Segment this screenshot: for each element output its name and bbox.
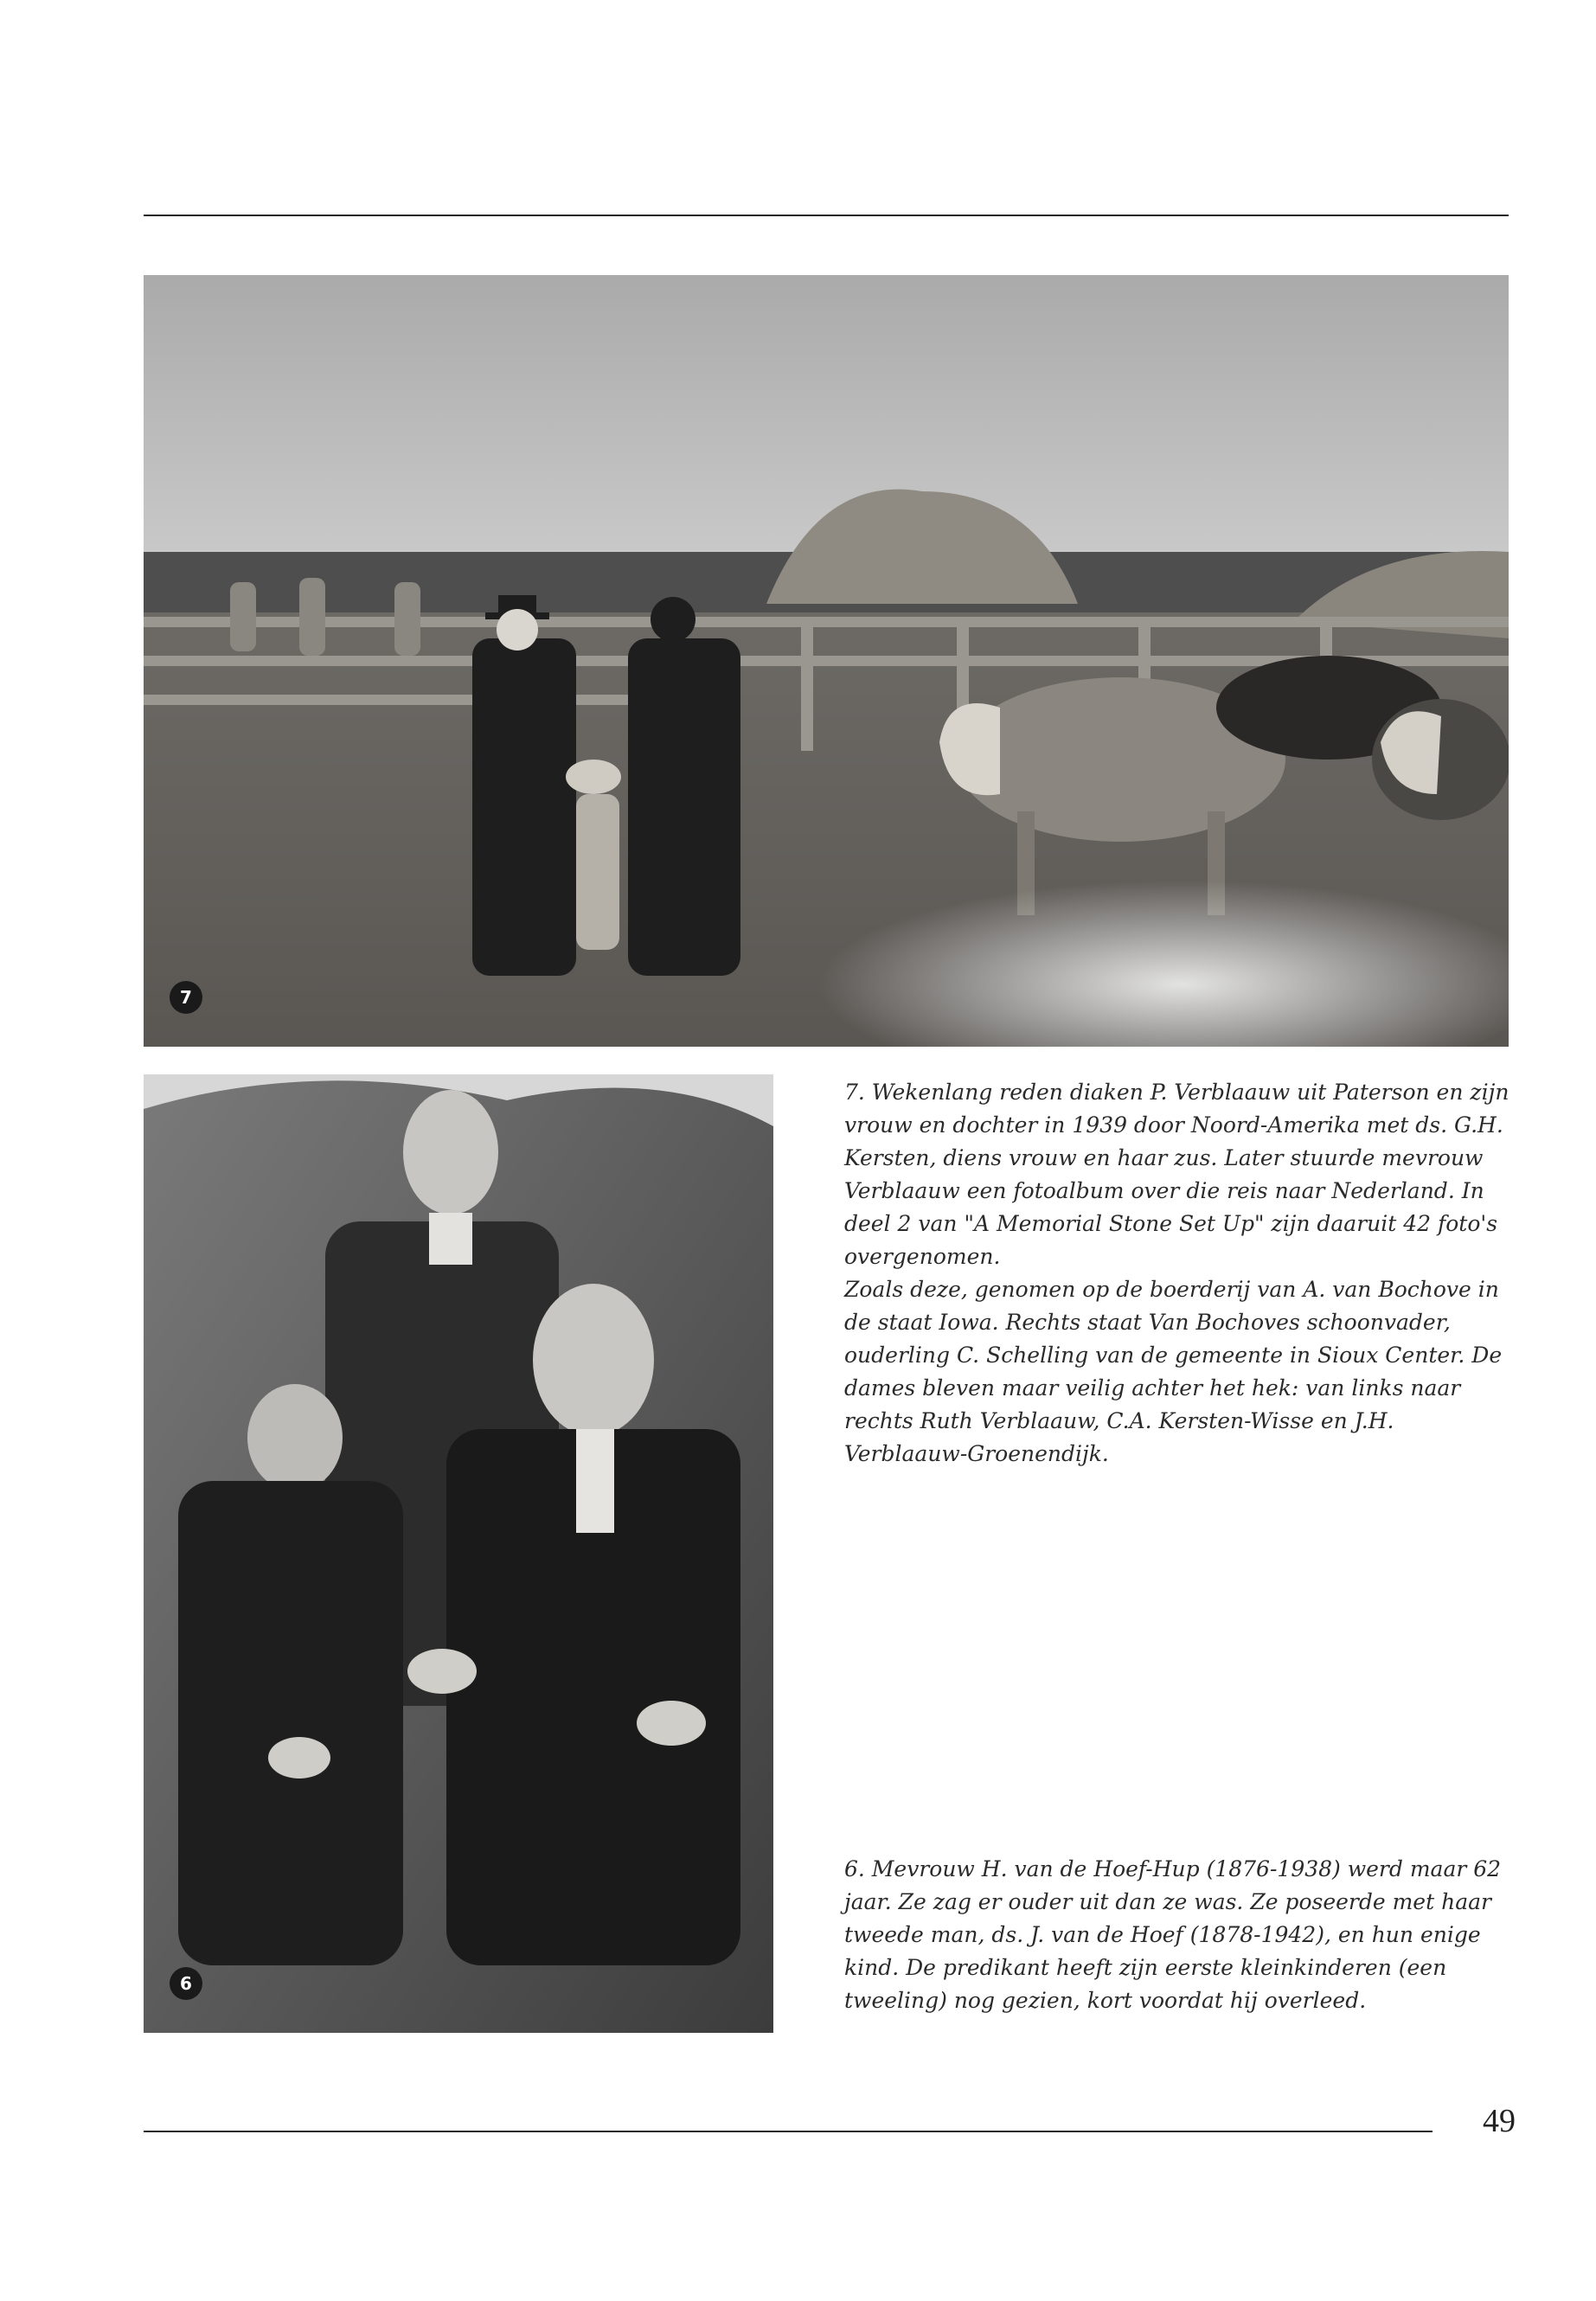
caption-7-paragraph-1: 7. Wekenlang reden diaken P. Verblaauw uit Paterson en zijn vrouw en dochter in 1939 door Noord-Amerika met ds. G.H. Kersten, diens vrouw en haar zus. Later stuurde mevrouw Verblaauw een fotoalbum over die reis naar Nederland. In deel 2 van "A Memorial Stone Set Up" zijn daaruit 42 foto's overgenomen. <box>844 1080 1509 1269</box>
bottom-rule <box>144 2131 1433 2132</box>
caption-photo-7 <box>844 1076 1510 1471</box>
photo-number-badge-7: 7 <box>170 981 202 1014</box>
farm-photo <box>144 275 1509 1047</box>
page-number: 49 <box>1483 2103 1516 2139</box>
caption-7-paragraph-2: Zoals deze, genomen op de boerderij van A. van Bochove in de staat Iowa. Rechts staat Van Bochoves schoonvader, ouderling C. Schelling van de gemeente in Sioux Center. De dames bleven maar veilig achter het hek: van links naar rechts Ruth Verblaauw, C.A. Kersten-Wisse en J.H. Verblaauw-Groenendijk. <box>844 1277 1503 1466</box>
caption-6-paragraph-1: 6. Mevrouw H. van de Hoef-Hup (1876-1938) werd maar 62 jaar. Ze zag er ouder uit dan ze was. Ze poseerde met haar tweede man, ds. J. van de Hoef (1878-1942), en hun enige kind. De predikant heeft zijn eerste kleinkinderen (een tweeling) nog gezien, kort voordat hij overleed. <box>844 1856 1502 2013</box>
photo-number-badge-6: 6 <box>170 1967 202 2000</box>
farm-photo-image <box>144 275 1509 1047</box>
family-portrait-photo <box>144 1074 773 2033</box>
family-portrait-image <box>144 1074 773 2033</box>
caption-photo-6 <box>844 1853 1510 2017</box>
top-rule <box>144 215 1509 216</box>
